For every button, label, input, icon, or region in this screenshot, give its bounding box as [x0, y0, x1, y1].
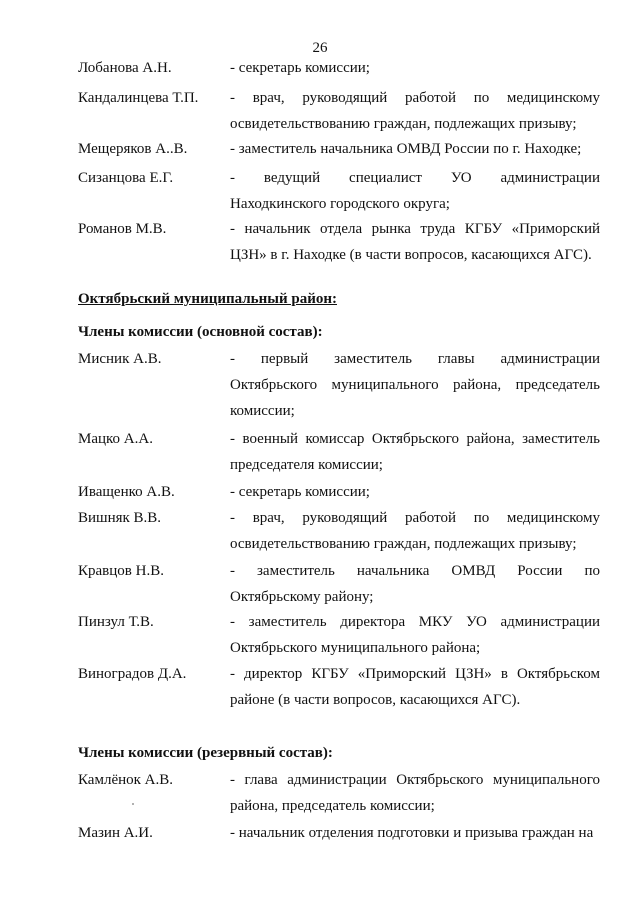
member-name: Вишняк В.В. [78, 510, 162, 526]
role-line: ЦЗН» в г. Находке (в части вопросов, касающихся АГС). [230, 247, 592, 263]
section-heading-reserve: Члены комиссии (резервный состав): [78, 745, 333, 761]
page-number: 26 [312, 40, 328, 56]
role-line: освидетельствованию граждан, подлежащих призыву; [230, 116, 577, 132]
member-name: Кравцов Н.В. [78, 563, 164, 579]
member-name: Камлёнок А.В. [78, 772, 174, 788]
member-name: Пинзул Т.В. [78, 614, 154, 630]
member-role [230, 426, 600, 478]
section-heading-main: Члены комиссии (основной состав): [78, 324, 323, 340]
role-line: комиссии; [230, 403, 295, 419]
member-role [230, 505, 600, 557]
role-line: - глава администрации Октябрьского муниципального [230, 772, 600, 788]
member-name: Сизанцова Е.Г. [78, 170, 174, 186]
member-name: Иващенко А.В. [78, 484, 175, 500]
role-line: Находкинского городского округа; [230, 196, 450, 212]
member-role [230, 479, 600, 505]
member-role [230, 136, 600, 162]
member-role [230, 767, 600, 819]
member-name: Виноградов Д.А. [78, 666, 187, 682]
role-line: - заместитель начальника ОМВД России по г. Находке; [230, 141, 582, 157]
role-line: - секретарь комиссии; [230, 484, 370, 500]
member-role [230, 346, 600, 424]
member-role [230, 558, 600, 610]
role-line: Октябрьскому району; [230, 589, 374, 605]
member-role [230, 820, 600, 846]
role-line: - начальник отдела рынка труда КГБУ «Приморский [230, 221, 600, 237]
member-name: Лобанова А.Н. [78, 60, 172, 76]
role-line: - директор КГБУ «Приморский ЦЗН» в Октябрьском [230, 666, 600, 682]
role-line: - начальник отделения подготовки и призыва граждан на [230, 825, 594, 841]
member-name: Романов М.В. [78, 221, 167, 237]
role-line: - заместитель начальника ОМВД России по [230, 563, 600, 579]
member-name: Кандалинцева Т.П. [78, 90, 199, 106]
role-line: - секретарь комиссии; [230, 60, 370, 76]
member-role [230, 55, 600, 81]
scan-speck [132, 803, 134, 805]
member-role [230, 216, 600, 268]
member-name: Мазин А.И. [78, 825, 153, 841]
role-line: - ведущий специалист УО администрации [230, 170, 600, 186]
district-heading: Октябрьский муниципальный район: [78, 291, 337, 307]
member-role [230, 661, 600, 713]
member-name: Мисник А.В. [78, 351, 162, 367]
role-line: районе (в части вопросов, касающихся АГС). [230, 692, 521, 708]
member-role [230, 85, 600, 137]
role-line: Октябрьского муниципального района, председатель [230, 377, 600, 393]
member-role [230, 609, 600, 661]
role-line: - заместитель директора МКУ УО администрации [230, 614, 600, 630]
role-line: освидетельствованию граждан, подлежащих призыву; [230, 536, 577, 552]
role-line: председателя комиссии; [230, 457, 383, 473]
member-name: Мацко А.А. [78, 431, 153, 447]
member-role [230, 165, 600, 217]
role-line: Октябрьского муниципального района; [230, 640, 481, 656]
role-line: - врач, руководящий работой по медицинскому [230, 90, 600, 106]
role-line: района, председатель комиссии; [230, 798, 435, 814]
member-name: Мещеряков А..В. [78, 141, 188, 157]
role-line: - первый заместитель главы администрации [230, 351, 600, 367]
role-line: - врач, руководящий работой по медицинскому [230, 510, 600, 526]
role-line: - военный комиссар Октябрьского района, заместитель [230, 431, 600, 447]
